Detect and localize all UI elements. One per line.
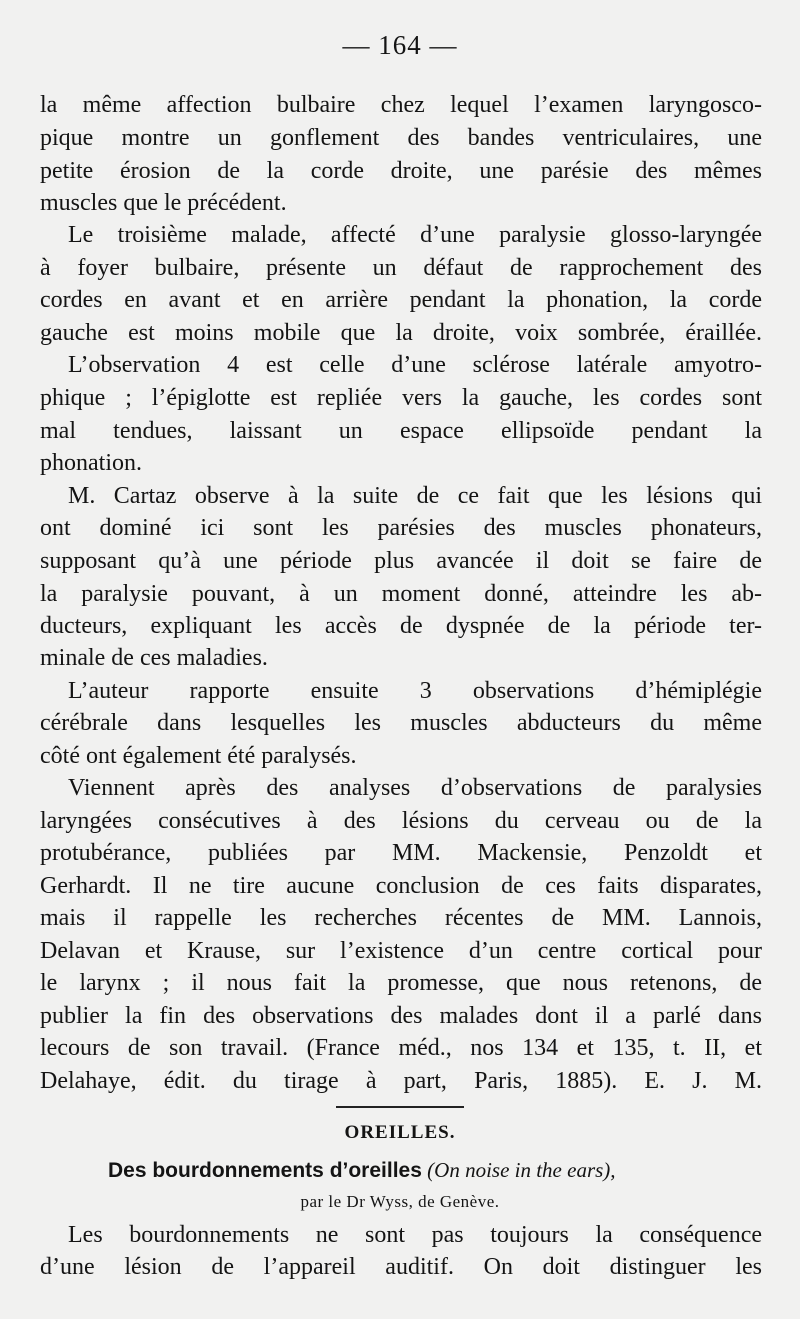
text-line: ont dominé ici sont les parésies des muscles phonateurs, — [40, 515, 762, 541]
text-line: cérébrale dans lesquelles les muscles abducteurs du même — [40, 710, 762, 736]
text-line: muscles que le précédent. — [40, 190, 287, 216]
article-byline: par le Dr Wyss, de Genève. — [300, 1192, 500, 1211]
text-line: Delahaye, édit. du tirage à part, Paris, 1885). E. J. M. — [40, 1068, 762, 1094]
text-line: mal tendues, laissant un espace ellipsoïde pendant la — [40, 418, 762, 444]
text-line: phique ; l’épiglotte est repliée vers la gauche, les cordes sont — [40, 385, 762, 411]
section-divider — [336, 1106, 464, 1108]
text-line: lecours de son travail. (France méd., nos 134 et 135, t. II, et — [40, 1035, 762, 1061]
page-number: — 164 — — [342, 30, 458, 60]
text-line: pique montre un gonflement des bandes ventriculaires, une — [40, 125, 762, 151]
text-line: Delavan et Krause, sur l’existence d’un centre cortical pour — [40, 938, 762, 964]
text-line: L’auteur rapporte ensuite 3 observations d’hémiplégie — [68, 678, 762, 704]
text-line: le larynx ; il nous fait la promesse, que nous retenons, de — [40, 970, 762, 996]
text-line: L’observation 4 est celle d’une sclérose latérale amyotro- — [68, 352, 762, 378]
text-line: Gerhardt. Il ne tire aucune conclusion de ces faits disparates, — [40, 873, 762, 899]
article-title — [108, 1158, 616, 1183]
text-line: supposant qu’à une période plus avancée il doit se faire de — [40, 548, 762, 574]
text-line: Les bourdonnements ne sont pas toujours la conséquence — [68, 1222, 762, 1248]
section-heading: OREILLES. — [344, 1122, 456, 1143]
text-line: côté ont également été paralysés. — [40, 743, 357, 769]
text-line: cordes en avant et en arrière pendant la phonation, la corde — [40, 287, 762, 313]
text-line: Viennent après des analyses d’observations de paralysies — [68, 775, 762, 801]
text-line: mais il rappelle les recherches récentes de MM. Lannois, — [40, 905, 762, 931]
text-line: minale de ces maladies. — [40, 645, 268, 671]
text-line: la même affection bulbaire chez lequel l’examen laryngosco- — [40, 92, 762, 118]
text-line: laryngées consécutives à des lésions du cerveau ou de la — [40, 808, 762, 834]
article-title-text: Des bourdonnements d’oreilles — [108, 1159, 422, 1182]
article-title-translation: (On noise in the ears), — [427, 1158, 616, 1182]
text-line: gauche est moins mobile que la droite, voix sombrée, éraillée. — [40, 320, 762, 346]
text-line: à foyer bulbaire, présente un défaut de rapprochement des — [40, 255, 762, 281]
text-line: publier la fin des observations des malades dont il a parlé dans — [40, 1003, 762, 1029]
text-line: Le troisième malade, affecté d’une paralysie glosso-laryngée — [68, 222, 762, 248]
text-line: ducteurs, expliquant les accès de dyspnée de la période ter- — [40, 613, 762, 639]
text-line: phonation. — [40, 450, 142, 476]
text-line: protubérance, publiées par MM. Mackensie, Penzoldt et — [40, 840, 762, 866]
text-line: d’une lésion de l’appareil auditif. On doit distinguer les — [40, 1254, 762, 1280]
text-line: la paralysie pouvant, à un moment donné, atteindre les ab- — [40, 581, 762, 607]
text-line: petite érosion de la corde droite, une parésie des mêmes — [40, 158, 762, 184]
text-line: M. Cartaz observe à la suite de ce fait que les lésions qui — [68, 483, 762, 509]
